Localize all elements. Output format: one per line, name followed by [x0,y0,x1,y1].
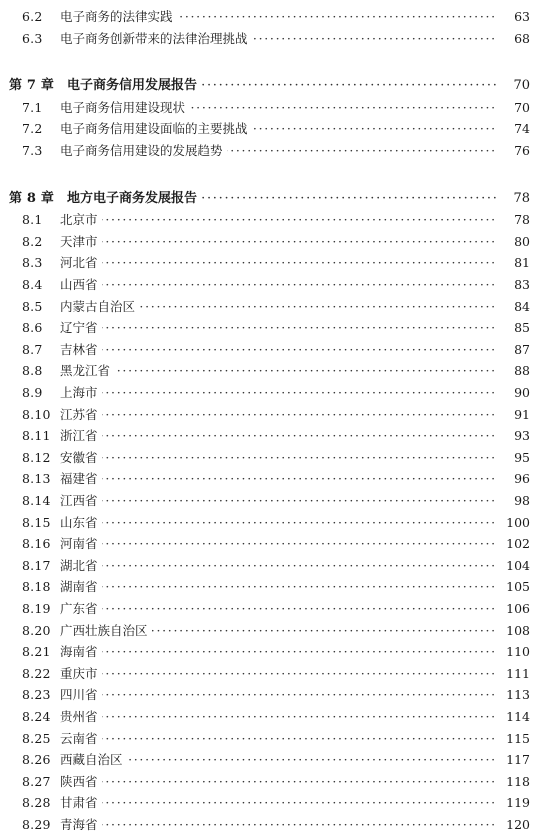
toc-entry-title: 电子商务信用发展报告 [67,75,201,96]
toc-entry-title: 河北省 [60,252,102,273]
toc-entry-number: 8.12 [22,449,51,465]
toc-dot-leader [60,360,526,381]
toc-entry-page-number: 114 [497,706,530,727]
toc-entry-page-number: 118 [497,771,530,792]
toc-dot-leader [60,209,526,230]
toc-section-entry[interactable] [0,620,558,641]
toc-entry-title: 云南省 [60,728,102,749]
toc-section-entry[interactable] [0,641,558,662]
toc-entry-title: 北京市 [60,209,102,230]
toc-entry-title: 电子商务信用建设的发展趋势 [60,140,227,161]
toc-entry-page-number: 108 [497,620,530,641]
toc-section-entry[interactable] [0,512,558,533]
toc-entry-number: 7.1 [22,99,43,115]
toc-entry-page-number: 85 [497,317,530,338]
toc-entry-title: 安徽省 [60,447,102,468]
toc-entry-title: 浙江省 [60,425,102,446]
toc-dot-leader [60,576,526,597]
toc-entry-number: 8.3 [22,255,43,271]
toc-entry-title: 电子商务创新带来的法律治理挑战 [60,28,252,49]
toc-entry-title: 江西省 [60,490,102,511]
toc-dot-leader [60,447,526,468]
toc-entry-page-number: 119 [497,792,530,813]
toc-entry-page-number: 106 [497,598,530,619]
toc-entry-number: 8.8 [22,363,43,379]
toc-entry-title: 湖南省 [60,576,102,597]
toc-entry-title: 福建省 [60,468,102,489]
toc-entry-title: 内蒙古自治区 [60,296,139,317]
toc-entry-title: 广西壮族自治区 [60,620,152,641]
toc-entry-page-number: 83 [497,274,530,295]
toc-entry-number: 8.25 [22,730,51,746]
toc-entry-title: 海南省 [60,641,102,662]
toc-dot-leader [60,339,526,360]
toc-entry-title: 吉林省 [60,339,102,360]
toc-dot-leader [60,533,526,554]
toc-dot-leader [60,684,526,705]
toc-dot-leader [60,792,526,813]
toc-entry-title: 江苏省 [60,404,102,425]
toc-entry-number: 8.6 [22,320,43,336]
toc-entry-page-number: 120 [497,814,530,835]
toc-entry-number: 8.10 [22,406,51,422]
toc-entry-title: 山西省 [60,274,102,295]
toc-entry-number: 8.21 [22,644,51,660]
toc-entry-page-number: 117 [497,749,530,770]
toc-entry-title: 广东省 [60,598,102,619]
toc-section-entry[interactable] [0,814,558,835]
toc-chapter-entry[interactable] [0,188,558,209]
toc-section-entry[interactable] [0,533,558,554]
toc-entry-page-number: 74 [497,118,530,139]
toc-entry-page-number: 102 [497,533,530,554]
toc-entry-number: 7.2 [22,121,43,137]
toc-entry-number: 8.11 [22,428,51,444]
toc-section-entry[interactable] [0,209,558,230]
toc-dot-leader [60,641,526,662]
toc-section-entry[interactable] [0,728,558,749]
toc-entry-title: 重庆市 [60,663,102,684]
toc-dot-leader [60,663,526,684]
toc-dot-leader [60,512,526,533]
toc-entry-page-number: 90 [497,382,530,403]
toc-entry-page-number: 84 [497,296,530,317]
toc-entry-page-number: 115 [497,728,530,749]
toc-entry-page-number: 78 [497,209,530,230]
toc-entry-number: 8.14 [22,493,51,508]
toc-entry-number: 第 7 章 [9,78,55,94]
toc-entry-page-number: 68 [497,28,530,49]
toc-section-entry[interactable] [0,663,558,684]
toc-entry-title: 天津市 [60,231,102,252]
toc-entry-title: 河南省 [60,533,102,554]
toc-section-entry[interactable] [0,140,558,161]
toc-entry-page-number: 70 [497,97,530,118]
toc-entry-title: 电子商务信用建设面临的主要挑战 [60,118,252,139]
toc-section-entry[interactable] [0,749,558,770]
toc-section-entry[interactable] [0,382,558,403]
toc-section-entry[interactable] [0,555,558,576]
toc-entry-number: 第 8 章 [9,190,55,206]
toc-entry-page-number: 95 [497,447,530,468]
toc-entry-title: 陕西省 [60,771,102,792]
toc-entry-title: 电子商务的法律实践 [60,6,177,27]
toc-entry-number: 8.7 [22,341,43,357]
toc-entry-number: 7.3 [22,143,43,158]
toc-section-entry[interactable] [0,425,558,446]
toc-entry-title: 四川省 [60,684,102,705]
toc-entry-page-number: 70 [497,75,530,96]
toc-entry-number: 8.24 [22,709,51,724]
toc-section-entry[interactable] [0,792,558,813]
toc-entry-title: 地方电子商务发展报告 [67,188,201,209]
toc-entry-number: 8.29 [22,817,51,832]
toc-dot-leader [60,382,526,403]
toc-section-entry[interactable] [0,598,558,619]
toc-entry-number: 8.1 [22,212,43,228]
toc-entry-title: 黑龙江省 [60,360,114,381]
toc-entry-number: 8.27 [22,773,51,789]
toc-section-entry[interactable] [0,317,558,338]
toc-entry-page-number: 113 [497,684,530,705]
toc-entry-title: 贵州省 [60,706,102,727]
toc-entry-number: 8.17 [22,557,51,573]
toc-section-entry[interactable] [0,6,558,27]
toc-entry-page-number: 93 [497,425,530,446]
toc-section-entry[interactable] [0,490,558,511]
toc-entry-number: 8.23 [22,687,51,703]
toc-entry-title: 湖北省 [60,555,102,576]
toc-entry-number: 8.22 [22,665,51,681]
toc-section-entry[interactable] [0,447,558,468]
toc-entry-page-number: 105 [497,576,530,597]
toc-entry-number: 8.9 [22,385,43,400]
toc-section-entry[interactable] [0,576,558,597]
toc-entry-number: 8.15 [22,514,51,530]
toc-entry-number: 6.3 [22,30,43,46]
toc-entry-page-number: 88 [497,360,530,381]
toc-section-entry[interactable] [0,118,558,139]
toc-dot-leader [60,706,526,727]
toc-entry-page-number: 91 [497,404,530,425]
toc-entry-number: 8.18 [22,579,51,595]
toc-section-entry[interactable] [0,468,558,489]
toc-section-entry[interactable] [0,771,558,792]
toc-chapter-entry[interactable] [0,75,558,96]
toc-section-entry[interactable] [0,28,558,49]
toc-section-entry[interactable] [0,296,558,317]
toc-entry-number: 6.2 [22,9,43,24]
toc-entry-title: 山东省 [60,512,102,533]
toc-section-entry[interactable] [0,252,558,273]
toc-entry-title: 西藏自治区 [60,749,127,770]
toc-entry-number: 8.19 [22,601,51,616]
toc-entry-page-number: 76 [497,140,530,161]
toc-dot-leader [60,749,526,770]
toc-entry-page-number: 96 [497,468,530,489]
toc-entry-page-number: 63 [497,6,530,27]
toc-dot-leader [60,425,526,446]
toc-entry-number: 8.26 [22,752,51,768]
toc-dot-leader [60,598,526,619]
toc-entry-title: 电子商务信用建设现状 [60,97,189,118]
toc-entry-page-number: 98 [497,490,530,511]
toc-entry-page-number: 110 [497,641,530,662]
toc-entry-page-number: 104 [497,555,530,576]
toc-entry-number: 8.5 [22,298,43,314]
toc-entry-page-number: 81 [497,252,530,273]
toc-dot-leader [60,468,526,489]
toc-section-entry[interactable] [0,706,558,727]
toc-dot-leader [60,317,526,338]
toc-entry-title: 上海市 [60,382,102,403]
toc-dot-leader [60,814,526,835]
toc-entry-number: 8.16 [22,536,51,552]
toc-section-entry[interactable] [0,360,558,381]
toc-entry-number: 8.2 [22,233,43,249]
toc-entry-title: 青海省 [60,814,102,835]
toc-entry-page-number: 78 [497,188,530,209]
toc-dot-leader [60,274,526,295]
toc-entry-page-number: 100 [497,512,530,533]
toc-entry-number: 8.28 [22,795,51,811]
toc-entry-number: 8.20 [22,622,51,638]
toc-section-entry[interactable] [0,404,558,425]
toc-dot-leader [60,728,526,749]
toc-section-entry[interactable] [0,684,558,705]
toc-entry-page-number: 111 [497,663,530,684]
toc-dot-leader [60,252,526,273]
toc-dot-leader [60,404,526,425]
toc-dot-leader [60,231,526,252]
toc-entry-page-number: 80 [497,231,530,252]
toc-dot-leader [60,490,526,511]
toc-entry-number: 8.4 [22,277,43,292]
toc-entry-title: 甘肃省 [60,792,102,813]
toc-section-entry[interactable] [0,274,558,295]
toc-section-entry[interactable] [0,97,558,118]
toc-entry-title: 辽宁省 [60,317,102,338]
toc-entry-page-number: 87 [497,339,530,360]
toc-section-entry[interactable] [0,231,558,252]
toc-entry-number: 8.13 [22,471,51,487]
toc-dot-leader [60,555,526,576]
toc-dot-leader [60,771,526,792]
toc-section-entry[interactable] [0,339,558,360]
